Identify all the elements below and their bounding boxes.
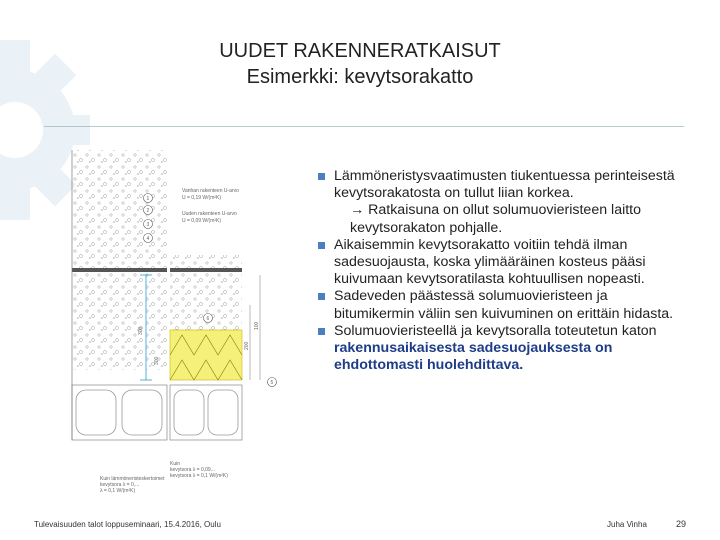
callout-6	[204, 314, 213, 323]
slide-title	[0, 38, 720, 90]
svg-text:6: 6	[206, 316, 210, 322]
legend-top-3: Uuden rakenteen U-arvo	[182, 211, 237, 217]
new-slab	[170, 385, 242, 440]
legend-bl-1: Kuin lämmöneristeskertoimet	[100, 476, 165, 482]
callout-3	[144, 220, 153, 229]
legend-br-1: Kuin	[170, 461, 181, 467]
sub-bullet-text: Ratkaisuna on ollut solumuovieristeen laitto kevytsorakaton pohjalle.	[350, 202, 642, 236]
dim-label-c: 300	[154, 356, 160, 365]
svg-text:5: 5	[270, 380, 274, 386]
bullet-item	[312, 323, 692, 375]
bullet-text: Aikaisemmin kevytsorakatto voitiin tehdä ilman sadesuojausta, koska ylimääräinen kosteus pääsi kuivumaan kevytsoratilasta kohtuullisen nopeasti.	[334, 236, 646, 288]
legend-br-2: kevytsora λ = 0,09...	[170, 467, 215, 473]
svg-text:3: 3	[146, 222, 150, 228]
roof-section-drawing	[60, 140, 300, 505]
new-membrane	[170, 268, 242, 272]
old-slab	[72, 385, 167, 440]
sub-bullet	[334, 202, 692, 236]
bullet-item	[312, 237, 692, 289]
legend-bl-3: λ = 0,1 W/(m²K)	[100, 488, 136, 494]
legend-bl-2: kevytsora λ = 0,...	[100, 482, 140, 488]
bullet-text: Sadeveden päästessä solumuovieristeen ja bitumikermin väliin sen kuivuminen on erittäin hidasta.	[334, 288, 674, 322]
svg-text:2: 2	[146, 208, 150, 214]
footer-event: Tulevaisuuden talot loppuseminaari, 15.4.2016, Oulu	[34, 520, 221, 529]
old-gravel-layer	[72, 150, 167, 370]
page-number: 29	[676, 519, 687, 529]
bullet-text: Solumuovieristeellä ja kevytsoralla toteutetun katon	[334, 322, 657, 339]
title-line-2: Esimerkki: kevytsorakatto	[246, 66, 474, 88]
bullet-emphasis-text: rakennusaikaisesta sadesuojauksesta on ehdottomasti huolehdittava.	[334, 340, 613, 374]
legend-top-4: U = 0,09 W/(m²K)	[182, 218, 222, 224]
dim-label-a: 200	[244, 341, 250, 350]
arrow-icon: →	[350, 202, 365, 219]
legend-top-1: Vanhan rakenteen U-arvo	[182, 188, 239, 194]
title-divider	[44, 126, 684, 127]
bullet-square-icon	[318, 173, 325, 180]
legend-top-2: U = 0,19 W/(m²K)	[182, 195, 222, 201]
title-line-1: UUDET RAKENNERATKAISUT	[219, 40, 501, 62]
svg-text:4: 4	[146, 236, 150, 242]
callout-5	[268, 378, 277, 387]
callout-2	[144, 206, 153, 215]
callout-1	[144, 194, 153, 203]
legend-br-3: kevytsora λ = 0,1 W/(m²K)	[170, 473, 228, 479]
bullet-item	[312, 168, 692, 237]
callout-4	[144, 234, 153, 243]
bullet-square-icon	[318, 328, 325, 335]
svg-text:1: 1	[146, 196, 150, 202]
old-membrane	[72, 268, 167, 272]
footer-author: Juha Vinha	[607, 520, 647, 529]
dim-label-b: 100	[254, 321, 260, 330]
bullet-square-icon	[318, 242, 325, 249]
bullet-list	[312, 168, 692, 374]
bullet-item	[312, 288, 692, 322]
bullet-square-icon	[318, 293, 325, 300]
dim-label-old: 300	[138, 326, 144, 335]
bullet-text: Lämmöneristysvaatimusten tiukentuessa perinteisestä kevytsorakatosta on tullut liian korkea.	[334, 168, 675, 202]
